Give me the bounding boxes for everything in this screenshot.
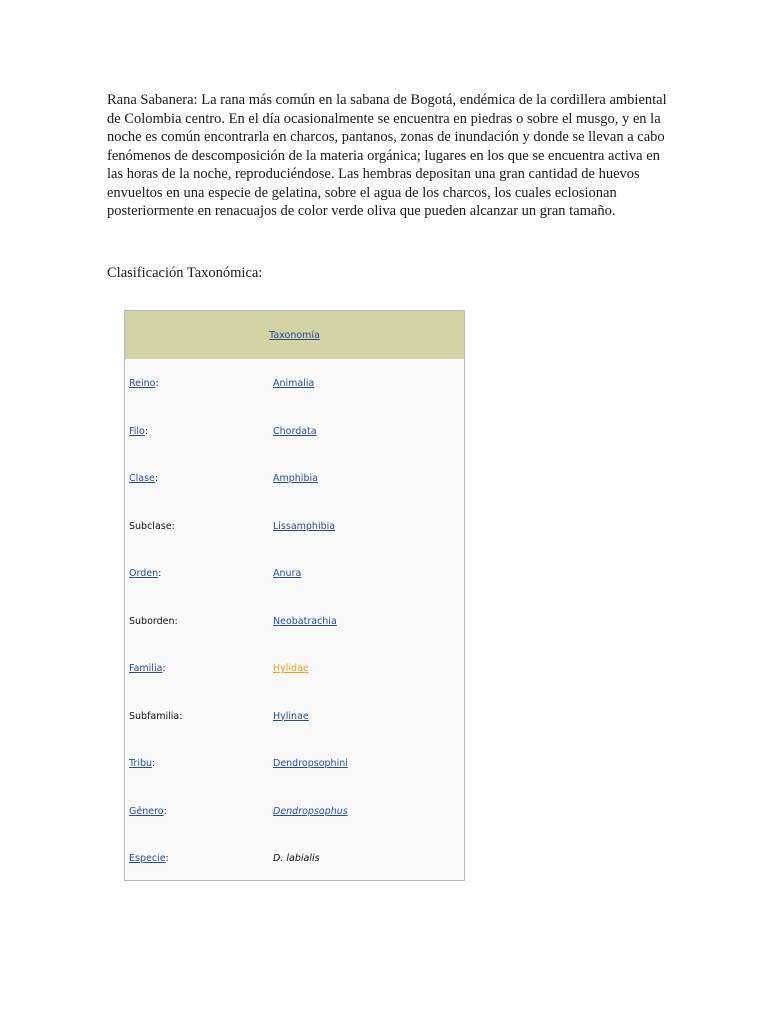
rank-colon: :: [162, 663, 166, 674]
taxonomy-box: [124, 310, 465, 881]
taxonomy-header: [125, 311, 464, 359]
rank-colon: :: [163, 805, 167, 817]
rank-link-reino[interactable]: Reino: [129, 378, 156, 389]
rank-label: [129, 473, 158, 484]
rank-label: [129, 853, 169, 864]
value-label: [273, 758, 348, 769]
rank-link-genero[interactable]: Género: [129, 805, 164, 817]
rank-label: [129, 568, 161, 579]
value-label: [273, 711, 309, 722]
rank-colon: :: [154, 473, 159, 484]
value-link-neobatrachia[interactable]: Neobatrachia: [273, 615, 337, 627]
value-link-hylidae[interactable]: Hylidae: [273, 663, 309, 674]
rank-link-familia[interactable]: Familia: [129, 663, 163, 674]
taxonomy-row-tribu: [125, 739, 464, 787]
rank-colon: :: [144, 425, 149, 437]
value-label: [273, 378, 314, 389]
rank-label: [129, 758, 155, 769]
taxonomy-row-genero: [125, 787, 464, 835]
rank-colon: :: [165, 853, 169, 864]
value-link-dendropsophus[interactable]: Dendropsophus: [273, 805, 348, 817]
rank-link-especie[interactable]: Especie: [129, 853, 166, 864]
classification-heading: Clasificación Taxonómica:: [107, 265, 263, 281]
rank-text-suborden: Suborden:: [129, 615, 178, 627]
value-link-anura[interactable]: Anura: [273, 568, 302, 579]
taxonomy-header-link[interactable]: Taxonomía: [269, 329, 320, 341]
value-link-amphibia[interactable]: Amphibia: [273, 473, 318, 484]
taxonomy-row-orden: [125, 549, 464, 597]
rank-link-clase[interactable]: Clase: [129, 473, 155, 484]
value-label: [273, 426, 317, 437]
taxonomy-row-clase: [125, 454, 464, 502]
value-label: [273, 473, 318, 484]
intro-paragraph: Rana Sabanera: La rana más común en la sabana de Bogotá, endémica de la cordillera ambiental de Colombia centro. En el día ocasionalmente se encuentra en piedras o sobre el musgo, y en la noche es común encontrarla en charcos, pantanos, zonas de inundación y donde se llevan a cabo fenómenos de descomposición de la materia orgánica; lugares en los que se encuentra activa en las horas de la noche, reproduciéndose. Las hembras depositan una gran cantidad de huevos envueltos en una especie de gelatina, sobre el agua de los charcos, los cuales eclosionan posteriormente en renacuajos de color verde oliva que pueden alcanzar un gran tamaño.: [107, 92, 667, 219]
value-label: [273, 568, 301, 579]
value-label: [273, 616, 337, 627]
rank-link-orden[interactable]: Orden: [129, 568, 159, 579]
value-link-dendropsophini[interactable]: Dendropsophini: [273, 758, 348, 769]
value-label: [273, 521, 335, 532]
value-text-species: D. labialis: [273, 853, 320, 864]
taxonomy-row-reino: [125, 359, 464, 407]
value-link-lissamphibia[interactable]: Lissamphibia: [273, 520, 336, 532]
rank-colon: :: [155, 378, 159, 389]
taxonomy-row-subfamilia: [125, 692, 464, 740]
value-link-chordata[interactable]: Chordata: [273, 425, 317, 437]
rank-label: [129, 663, 166, 674]
rank-colon: :: [152, 758, 156, 769]
value-link-hylinae[interactable]: Hylinae: [273, 710, 309, 722]
taxonomy-row-especie: [125, 834, 464, 882]
taxonomy-row-suborden: [125, 597, 464, 645]
value-link-animalia[interactable]: Animalia: [273, 378, 315, 389]
rank-label: [129, 378, 159, 389]
rank-text-subfamilia: Subfamilia:: [129, 710, 183, 722]
rank-label: [129, 426, 148, 437]
rank-text-subclase: Subclase:: [129, 520, 175, 532]
rank-link-filo[interactable]: Filo: [129, 425, 145, 437]
taxonomy-row-subclase: [125, 502, 464, 550]
value-label: [273, 806, 348, 817]
rank-colon: :: [158, 568, 162, 579]
rank-link-tribu[interactable]: Tribu: [129, 758, 153, 769]
rank-label: [129, 806, 167, 817]
taxonomy-row-familia: [125, 644, 464, 692]
value-label: [273, 663, 309, 674]
taxonomy-row-filo: [125, 407, 464, 455]
